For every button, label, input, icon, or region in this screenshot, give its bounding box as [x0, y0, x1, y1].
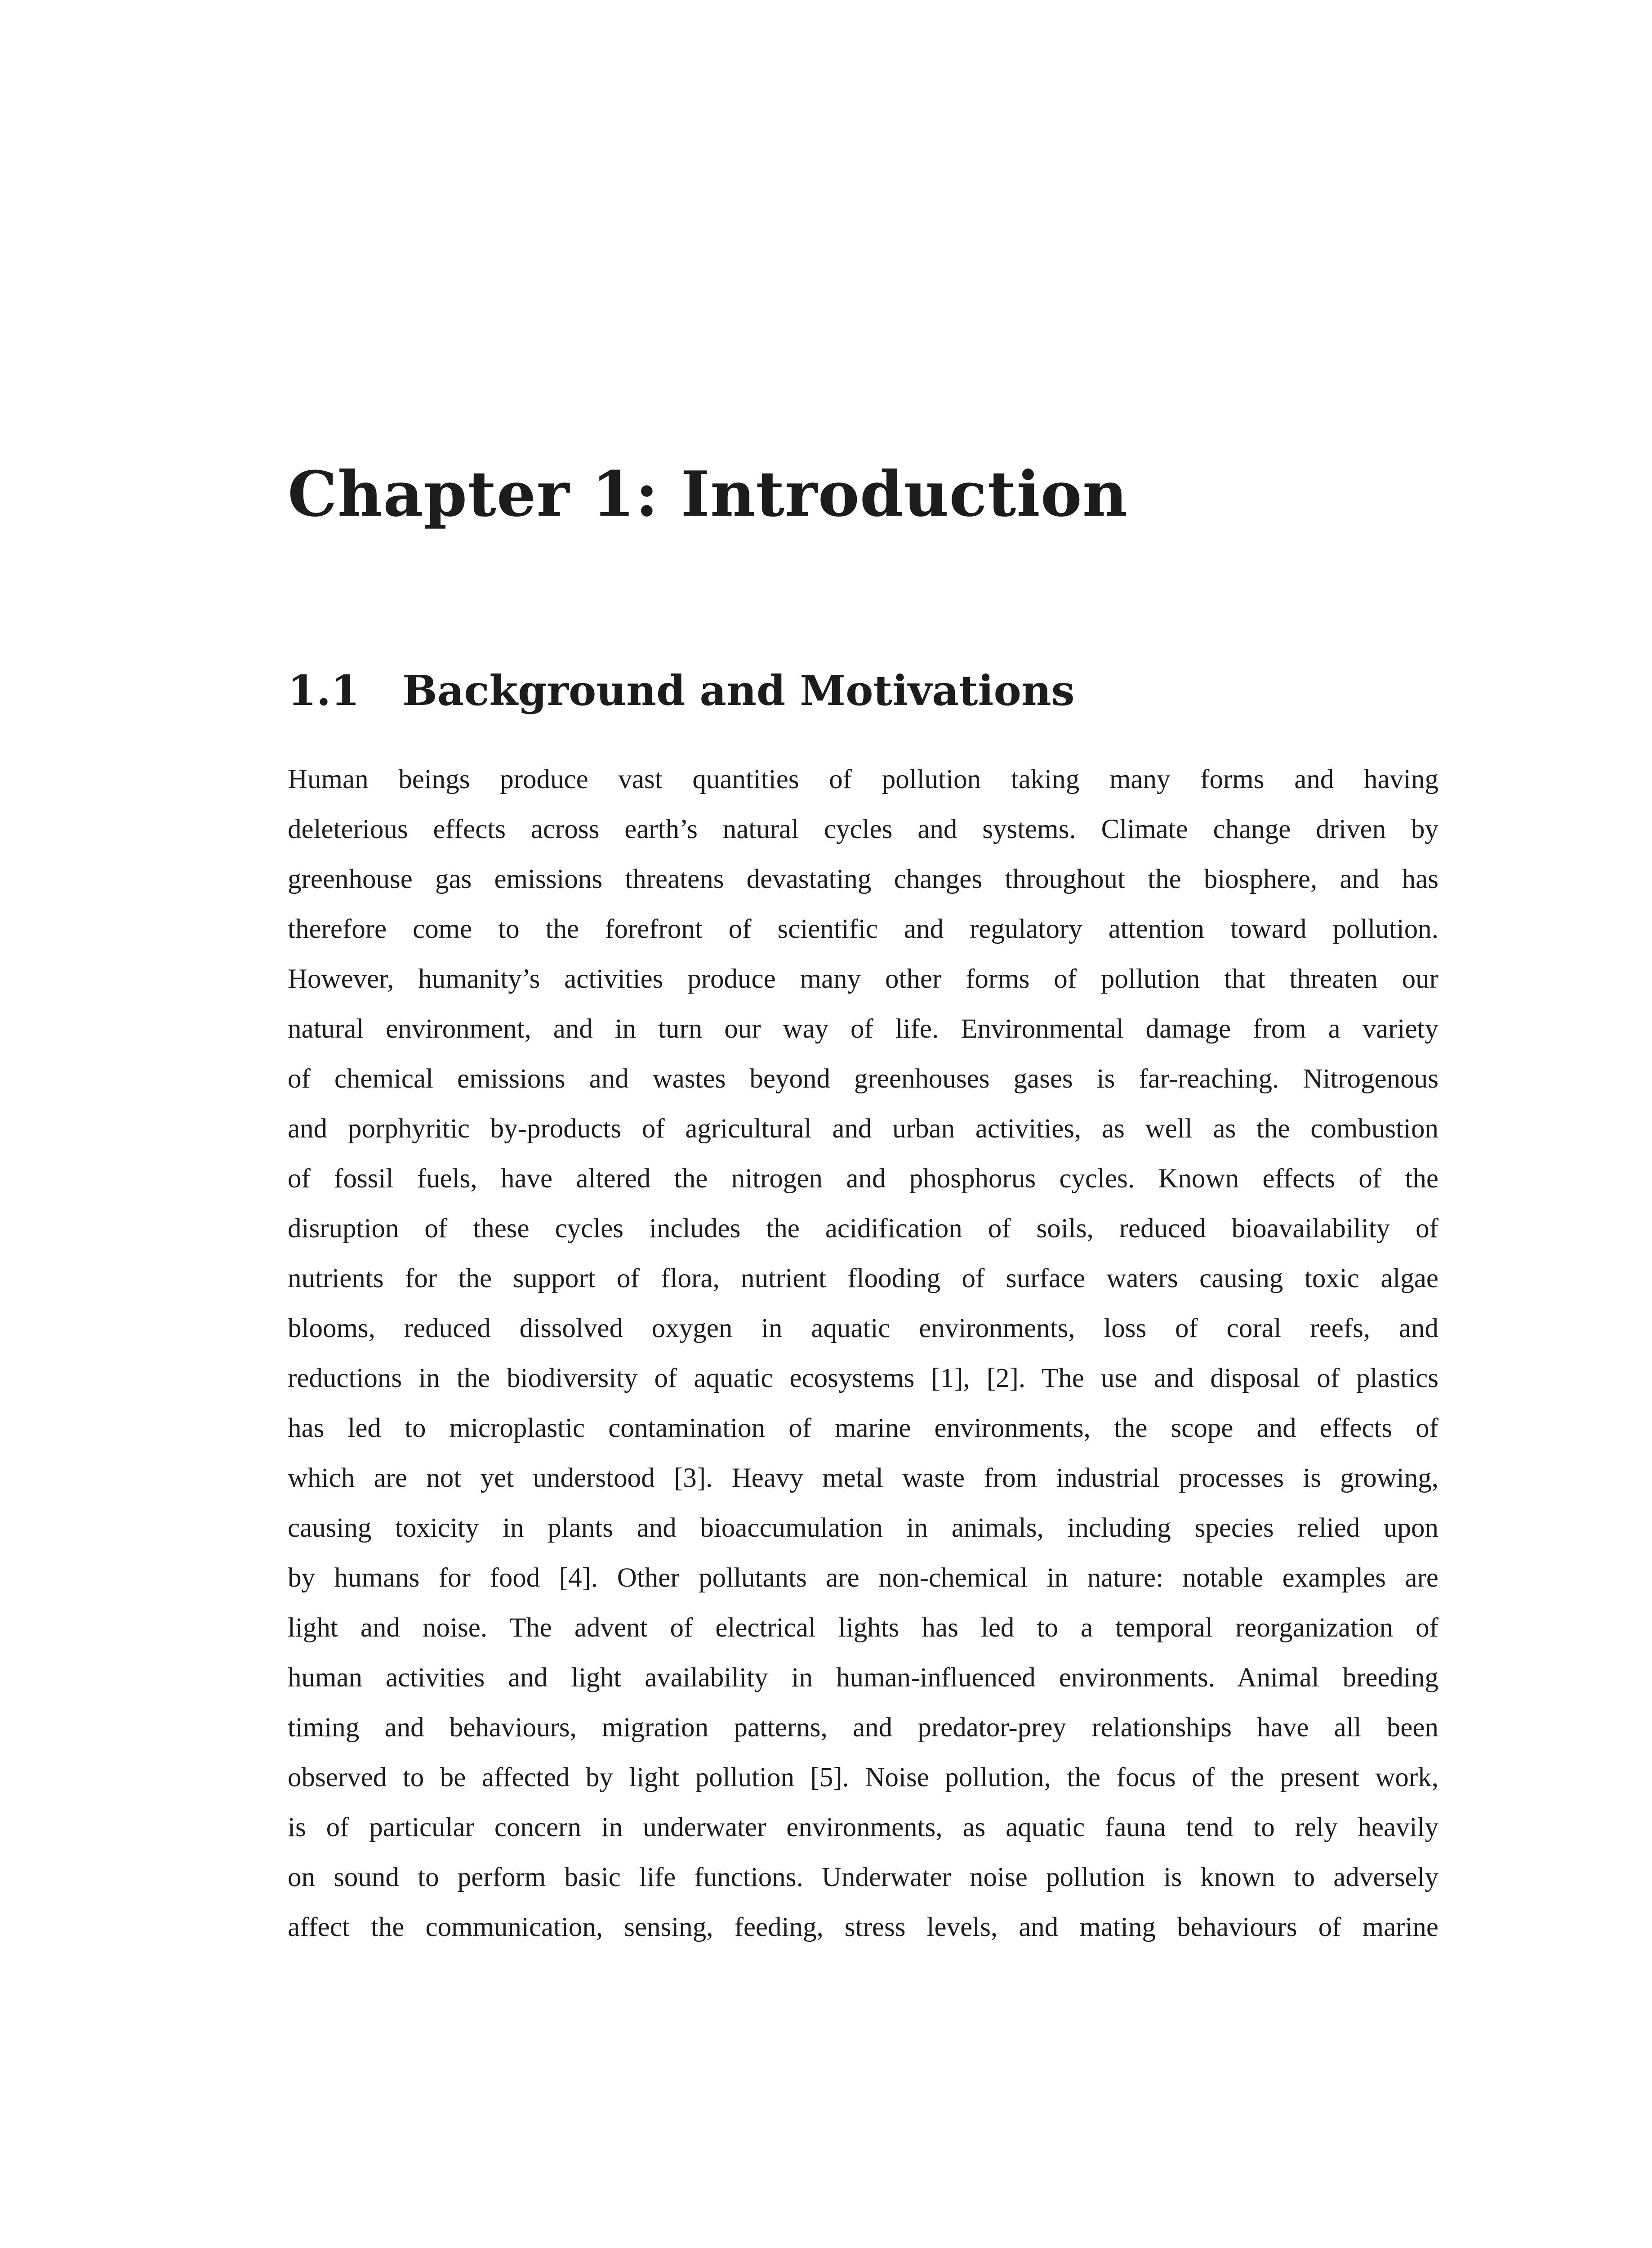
- body-line: therefore come to the forefront of scientific and regulatory attention toward pollution.: [288, 914, 1438, 944]
- body-line: greenhouse gas emissions threatens devastating changes throughout the biosphere, and has: [288, 864, 1438, 894]
- body-line: on sound to perform basic life functions. Underwater noise pollution is known to adversely: [288, 1862, 1438, 1892]
- body-line: However, humanity’s activities produce many other forms of pollution that threaten our: [288, 964, 1438, 994]
- body-line: causing toxicity in plants and bioaccumulation in animals, including species relied upon: [288, 1513, 1438, 1543]
- body-line: by humans for food [4]. Other pollutants are non-chemical in nature: notable examples are: [288, 1563, 1438, 1593]
- body-line: has led to microplastic contamination of marine environments, the scope and effects of: [288, 1413, 1438, 1443]
- body-line: blooms, reduced dissolved oxygen in aquatic environments, loss of coral reefs, and: [288, 1313, 1438, 1343]
- body-line: Human beings produce vast quantities of pollution taking many forms and having: [288, 764, 1438, 794]
- section-title: Background and Motivations: [402, 666, 1075, 715]
- body-line: reductions in the biodiversity of aquatic ecosystems [1], [2]. The use and disposal of plastics: [288, 1363, 1438, 1393]
- body-line: is of particular concern in underwater environments, as aquatic fauna tend to rely heavily: [288, 1812, 1438, 1842]
- body-line: observed to be affected by light pollution [5]. Noise pollution, the focus of the present work,: [288, 1762, 1438, 1793]
- body-line: of chemical emissions and wastes beyond greenhouses gases is far-reaching. Nitrogenous: [288, 1064, 1438, 1094]
- body-line: deleterious effects across earth’s natural cycles and systems. Climate change driven by: [288, 814, 1438, 844]
- body-line: and porphyritic by-products of agricultural and urban activities, as well as the combustion: [288, 1114, 1438, 1144]
- body-line: natural environment, and in turn our way of life. Environmental damage from a variety: [288, 1014, 1438, 1044]
- body-line: human activities and light availability in human-influenced environments. Animal breeding: [288, 1663, 1438, 1693]
- body-line: affect the communication, sensing, feeding, stress levels, and mating behaviours of marine: [288, 1912, 1438, 1942]
- body-line: which are not yet understood [3]. Heavy metal waste from industrial processes is growing,: [288, 1463, 1438, 1493]
- chapter-title: Chapter 1: Introduction: [288, 457, 1128, 531]
- section-heading: [288, 666, 1075, 715]
- body-line: light and noise. The advent of electrical lights has led to a temporal reorganization of: [288, 1613, 1438, 1643]
- body-line: disruption of these cycles includes the acidification of soils, reduced bioavailability of: [288, 1213, 1438, 1244]
- body-line: of fossil fuels, have altered the nitrogen and phosphorus cycles. Known effects of the: [288, 1164, 1438, 1194]
- body-line: nutrients for the support of flora, nutrient flooding of surface waters causing toxic algae: [288, 1263, 1438, 1293]
- body-paragraph: [288, 754, 1438, 1952]
- section-number: 1.1: [288, 666, 360, 715]
- body-line: timing and behaviours, migration patterns, and predator-prey relationships have all been: [288, 1713, 1438, 1743]
